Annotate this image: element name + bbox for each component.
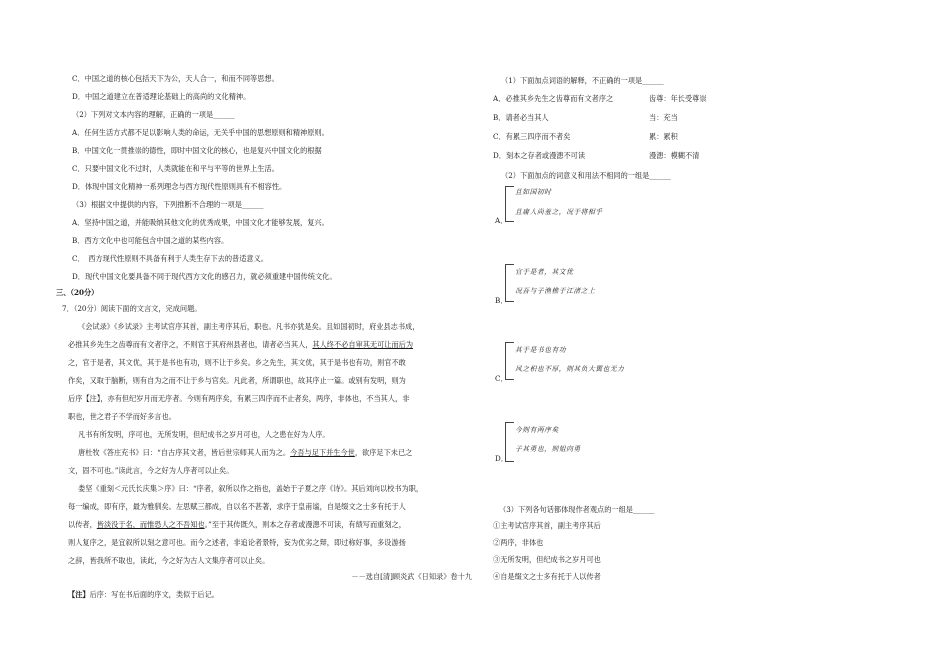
passage-line-8: 唐杜牧《答庄充书》曰：“自古序其文者，皆后世宗师其人而为之。今吾与足下并生今世，欲序足下未已之	[78, 448, 413, 457]
passage-quote-underline: 今吾与足下并生今世	[290, 448, 355, 457]
passage-line-13: 则人复序之，是宜叙所以刻之意可也。而今之述者，非追论者景特，妄为优劣之辩，即过称好事，多设游扬	[68, 538, 406, 547]
q3-option-c: C． 西方现代性原则不具备有利于人类生存下去的普适意义。	[72, 254, 268, 263]
r-q1-option-a: A．必推其乡先生之齿尊而有文者序之	[493, 94, 614, 103]
r-q2-c-line-1: 其于是书也有功	[515, 346, 567, 354]
passage-line-6: 职也，世之君子不学而好多言也。	[68, 412, 176, 421]
r-q1-stem: （1）下面加点词语的解释，不正确的一项是______	[501, 76, 664, 85]
q2-stem: （2）下列对文本内容的理解，正确的一项是______	[72, 110, 235, 119]
passage-line-1: 《会试录》《乡试录》主考试官序其首，副主考序其后，职也。凡书亦犹是矣。且如国初时，府业县志书成，	[78, 322, 420, 331]
passage-line-11: 每一编成，即有序，最为雅驯矣。左思赋三都成，自以名不甚著，求序于皇甫谧，自是缀文之士多有托于人	[68, 502, 406, 511]
r-q3-item-3: ③无所发明，但纪成书之岁月可也	[493, 555, 601, 564]
q2-option-b: B．中国文化一贯推崇的德性，即时中国文化的核心，也是复兴中国文化的根据	[72, 146, 322, 155]
q7-stem: 7．（20分）阅读下面的文言文，完成问题。	[62, 304, 202, 313]
r-q2-a-line-1: 且如国初时	[515, 188, 552, 196]
q3-option-d: D．现代中国文化要具备不同于现代西方文化的感召力，就必须重建中国传统文化。	[72, 272, 337, 281]
r-q2-d-line-1: 今则有两序矣	[515, 426, 559, 434]
passage-underline-1: 其人终不必自审其无可让而后为	[312, 340, 414, 349]
q3-option-a: A．坚持中国之道，并能吸纳其他文化的优秀成果，中国文化才能够发展，复兴。	[72, 218, 329, 227]
q3-stem: （3）根据文中提供的内容，下列推断不合理的一项是______	[72, 200, 264, 209]
note: 【注】后序：写在书后面的序文，类似于后记。	[68, 590, 219, 599]
section-heading: 三、（20分）	[56, 288, 99, 297]
source-citation: －－选自[清]顾炎武《日知录》卷十九	[351, 572, 472, 581]
q2-option-c: C．只要中国文化不过时，人类就能在和平与平等的世界上生活。	[72, 164, 279, 173]
passage-line-4: 作矣，又取于脑断，则有自为之而不让于乡与官矣。凡此者，所谓职也，故其序止一篇。或别有发明，则为	[68, 376, 406, 385]
passage-underline-2: 皆淡没于名，而惟恐人之不吾知也	[96, 520, 205, 529]
r-q3-item-1: ①主考试官序其首，副主考序其后	[493, 521, 601, 530]
r-q1-def-c: 累：累积	[649, 132, 678, 141]
r-q3-stem: （3）下列各句话都体现作者观点的一组是______	[499, 505, 655, 514]
q3-option-b: B．西方文化中也可能包含中国之道的某些内容。	[72, 236, 229, 245]
r-q1-option-c: C．有累三四序而不者矣	[493, 132, 571, 141]
passage-line-5: 后序【注】，亦有但纪岁月而无序者。今则有两序矣，有累三四序而不止者矣，两序，非体也，不当其人，非	[68, 394, 410, 403]
r-q2-d-line-2: 子其勇也，则姐向勇	[515, 445, 581, 453]
passage-line-9: 文，固不可也。”读此言，今之好为人序者可以止矣。	[68, 466, 234, 475]
r-q2-a-label: A．	[495, 216, 508, 225]
r-q2-a-line-2: 且庸人尚羞之，况于将相乎	[515, 208, 603, 216]
r-q2-b-label: B．	[495, 296, 508, 305]
passage-line-12: 以传者，皆淡没于名，而惟恐人之不吾知也。”至于其传既久，则本之存者或漫漶不可读，有绩写而重刻之，	[68, 520, 406, 529]
passage-line-10: 娄坚《重刻＜元氏长庆集＞序》曰：“序者，叙所以作之指也，盖始于子夏之序《诗》。其后刘向以校书为职，	[78, 484, 424, 493]
r-q3-item-2: ②两序，非体也	[493, 538, 544, 547]
r-q2-b-line-2: 况吾与子渔樵于江渚之上	[515, 287, 596, 295]
passage-line-7: 凡书有所发明，序可也，无所发明，但纪成书之岁月可也，人之患在好为人序。	[78, 430, 330, 439]
passage-line-3: 之，官于是者，其文优，其于是书也有功，则不让于乡矣。乡之先生，其文优，其于是书也有功，则官不敢	[68, 358, 406, 367]
passage-line-2: 必推其乡先生之齿尊而有文者序之，不则官于其府州县者也，请者必当其人，其人终不必自审其无可让而后为	[68, 340, 414, 349]
r-q2-stem: （2）下面加点的词意义和用法不相同的一组是______	[501, 171, 671, 180]
r-q1-def-b: 当：充当	[649, 113, 678, 122]
r-q2-c-line-2: 风之积也不厚，则其负大翼也无力	[515, 365, 625, 373]
r-q2-b-line-1: 官于是者，其文优	[515, 268, 574, 276]
q2-option-d: D．体现中国文化精神一系列理念与西方现代性原则具有不相容性。	[72, 182, 287, 191]
option-d: D．中国之道建立在普适理论基础上的高尚的文化精神。	[72, 92, 251, 101]
r-q1-def-d: 漫漶：模糊不清	[649, 151, 700, 160]
option-c: C．中国之道的核心包括天下为公，天人合一，和而不同等思想。	[72, 74, 279, 83]
r-q2-d-label: D．	[495, 454, 508, 463]
r-q3-item-4: ④自是缀文之士多有托于人以传者	[493, 572, 601, 581]
r-q1-option-b: B．请者必当其人	[493, 113, 549, 122]
r-q1-def-a: 齿尊：年长受尊崇	[649, 94, 707, 103]
r-q1-option-d: D．刻本之存者或漫漶不可读	[493, 151, 586, 160]
passage-line-14: 之辞，皆我所不取也，读此，今之好为古人文集序者可以止矣。	[68, 556, 270, 565]
r-q2-c-label: C．	[495, 374, 508, 383]
q2-option-a: A．任何生活方式都不足以影响人类的命运，无关乎中国的思想原则和精神原则。	[72, 128, 329, 137]
